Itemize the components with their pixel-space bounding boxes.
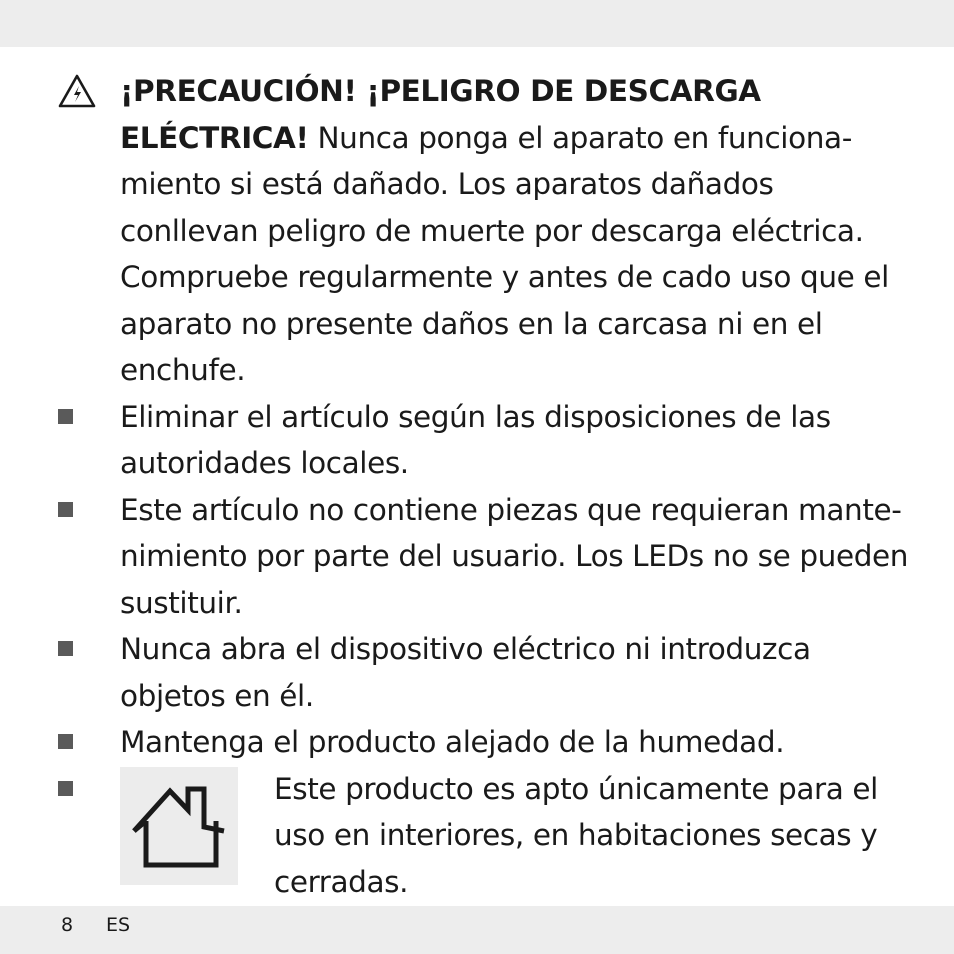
bullet-square	[58, 641, 73, 656]
safety-content	[120, 68, 910, 906]
warning-heading: ¡PRECAUCIÓN! ¡PELIGRO DE DESCARGA ELÉCTRICA!	[120, 74, 761, 155]
list-item-text: Este artículo no contiene piezas que requieran mante-nimiento por parte del usuario. Los LEDs no se pueden sustituir.	[120, 492, 909, 620]
list-item-text: Mantenga el producto alejado de la humedad.	[120, 725, 785, 759]
warning-text: Nunca ponga el aparato en funciona-miento si está dañado. Los aparatos dañados conllevan peligro de muerte por descarga eléctrica. Compruebe regularmente y antes de cado uso que el aparato no presente daños en la carcasa ni en el enchufe.	[120, 120, 889, 387]
list-item-text: Nunca abra el dispositivo eléctrico ni introduzca objetos en él.	[120, 632, 811, 713]
language-code: ES	[106, 914, 131, 936]
list-item-text: Este producto es apto únicamente para el uso en interiores, en habitaciones secas y cerradas.	[274, 771, 878, 899]
list-item	[120, 719, 910, 766]
list-item	[120, 487, 910, 627]
list-item-indoor	[120, 766, 910, 906]
house-icon-box	[120, 767, 238, 885]
bullet-square	[58, 502, 73, 517]
footer-band	[0, 906, 954, 954]
warning-lightning-icon	[58, 74, 96, 108]
top-band	[0, 0, 954, 47]
page-number: 8	[61, 914, 74, 936]
list-item	[120, 394, 910, 487]
bullet-square	[58, 734, 73, 749]
warning-paragraph	[120, 68, 910, 394]
list-item	[120, 626, 910, 719]
bullet-square	[58, 781, 73, 796]
bullet-square	[58, 409, 73, 424]
list-item-text: Eliminar el artículo según las disposiciones de las autoridades locales.	[120, 399, 831, 480]
house-icon	[120, 767, 238, 885]
